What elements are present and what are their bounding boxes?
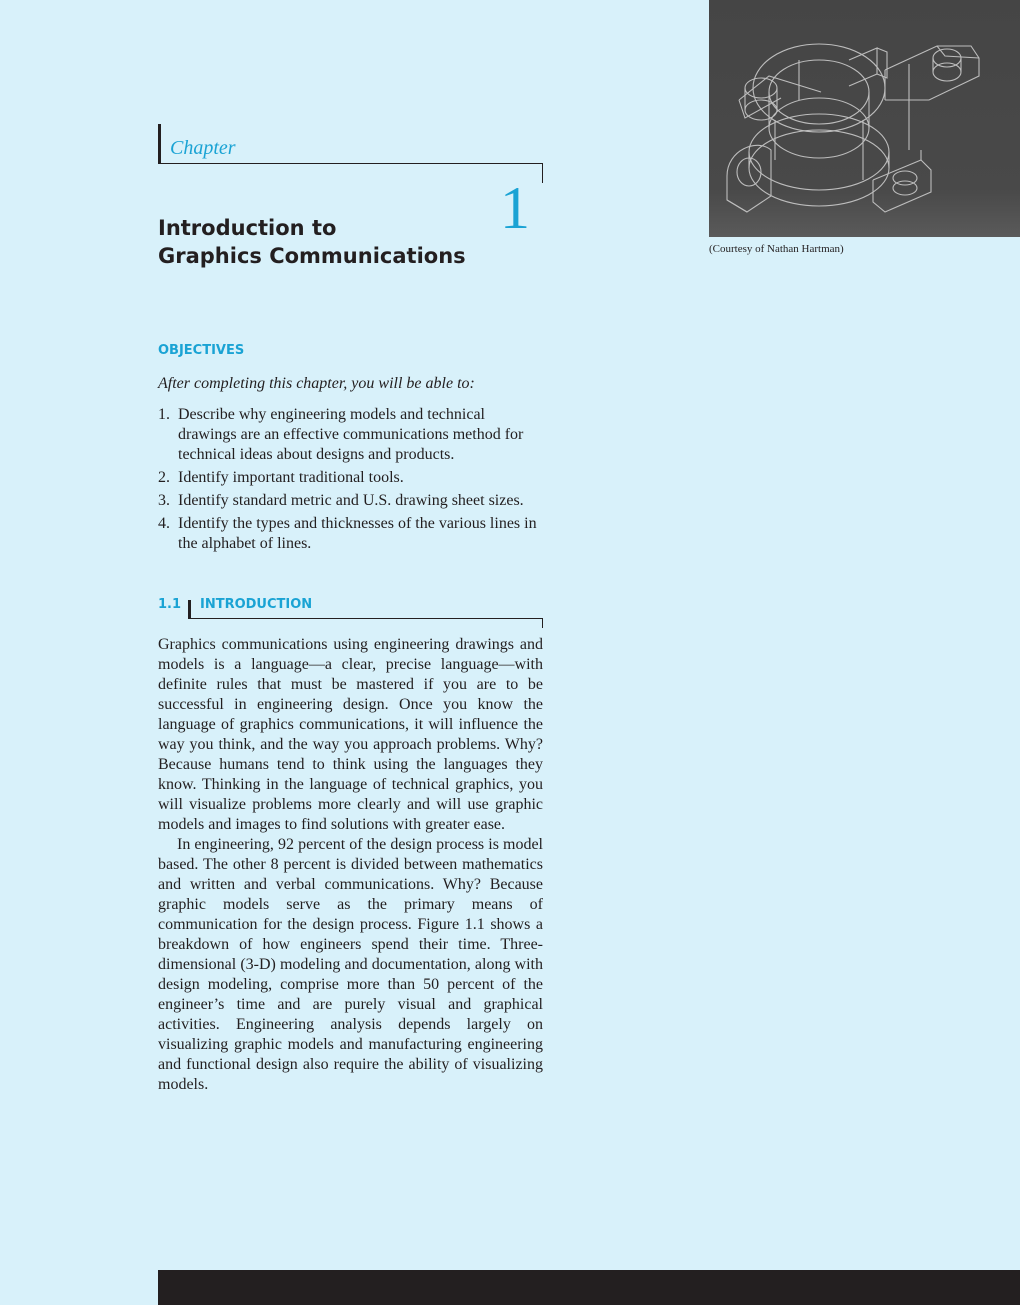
section-rule-tick: [542, 618, 543, 628]
chapter-number: 1: [500, 175, 530, 241]
chapter-label: Chapter: [170, 137, 236, 159]
chapter-title-line2: Graphics Communications: [158, 244, 466, 268]
body-paragraph: Graphics communications using engineering drawings and models is a language—a clear, precise language—with definite rules that must be mastered if you are to be successful in engineering design. Once you know the language of graphics communications, it will influence the way you think, and the way you approach problems. Why? Because humans tend to think using the languages they know. Thinking in the language of technical graphics, you will visualize problems more clearly and will use graphic models and images to find solutions with greater ease.: [158, 636, 543, 833]
figure-caption: (Courtesy of Nathan Hartman): [709, 243, 844, 255]
objective-text: Describe why engineering models and technical drawings are an effective communications method for technical ideas about designs and products.: [178, 406, 524, 463]
objective-number: 1.: [158, 406, 170, 423]
chapter-rule: [158, 163, 543, 164]
objective-number: 4.: [158, 515, 170, 532]
section-body: [158, 635, 543, 1095]
objective-item: [158, 405, 544, 465]
chapter-rule-tick: [542, 163, 543, 183]
section-bar: [188, 600, 191, 619]
objectives-heading: OBJECTIVES: [158, 343, 245, 358]
wireframe-part-drawing-icon: [709, 0, 1020, 237]
chapter-bar: [158, 124, 161, 164]
chapter-title-line1: Introduction to: [158, 216, 337, 240]
body-paragraph: In engineering, 92 percent of the design process is model based. The other 8 percent is divided between mathematics and written and verbal communications. Why? Because graphic models serve as the primary means of communication for the design process. Figure 1.1 shows a breakdown of how engineers spend their time. Three-dimensional (3-D) modeling and documentation, along with design modeling, comprise more than 50 percent of the engineer’s time and are purely visual and graphical activities. Engineering analysis depends largely on visualizing graphic models and manufacturing engineering and functional design also require the ability of visualizing models.: [158, 836, 543, 1093]
objective-item: [158, 514, 544, 554]
objective-text: Identify important traditional tools.: [178, 469, 404, 486]
objectives-list: [158, 405, 544, 557]
chapter-figure: [709, 0, 1020, 237]
objective-number: 3.: [158, 492, 170, 509]
section-number: 1.1: [158, 597, 182, 612]
objective-item: [158, 491, 544, 511]
objective-number: 2.: [158, 469, 170, 486]
objectives-intro: After completing this chapter, you will be able to:: [158, 375, 475, 392]
section-rule: [190, 618, 543, 619]
section-title: INTRODUCTION: [200, 597, 313, 612]
objective-item: [158, 468, 544, 488]
objective-text: Identify standard metric and U.S. drawing sheet sizes.: [178, 492, 524, 509]
objective-text: Identify the types and thicknesses of the various lines in the alphabet of lines.: [178, 515, 537, 552]
chapter-title: [158, 214, 518, 270]
footer-bar: [158, 1270, 1020, 1305]
